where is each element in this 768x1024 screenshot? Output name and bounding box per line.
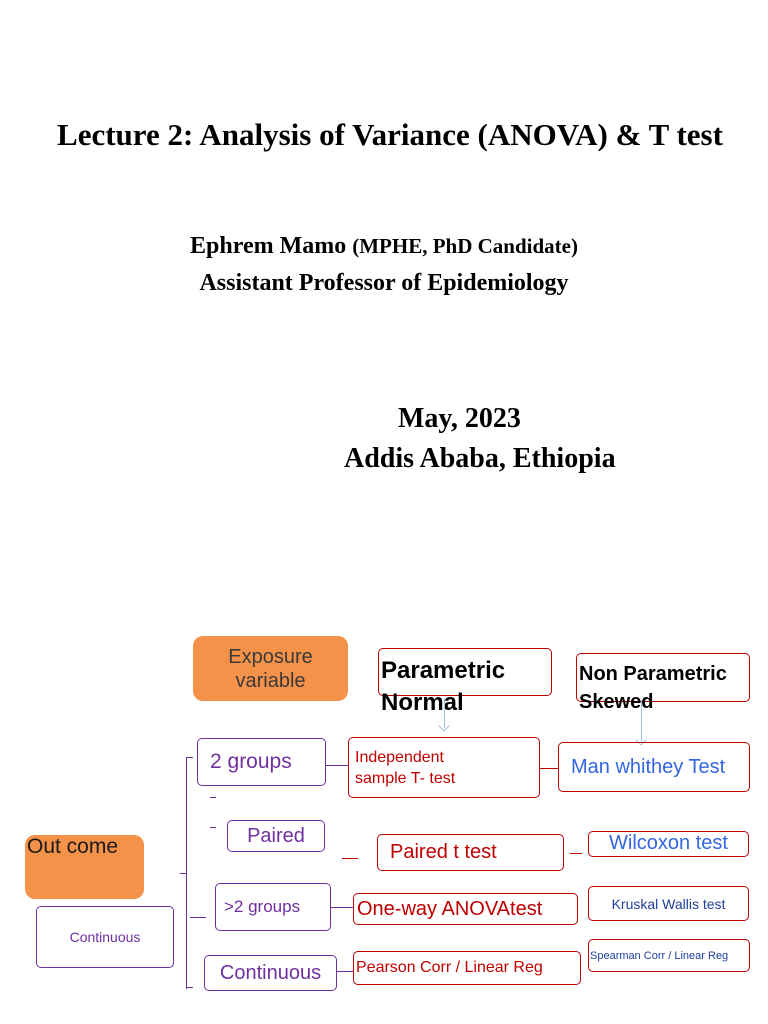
connector-row1-b xyxy=(540,768,558,769)
nonparametric-row1 xyxy=(558,742,750,792)
parametric-row1 xyxy=(348,737,540,798)
connector-row2-a xyxy=(342,858,358,859)
lecture-location: Addis Ababa, Ethiopia xyxy=(344,443,616,474)
parametric-row1-label: Independent sample T- test xyxy=(355,748,456,787)
parametric-row3 xyxy=(353,893,578,925)
parametric-arrow xyxy=(444,698,445,728)
nonparametric-row2-label: Wilcoxon test xyxy=(609,831,728,854)
connector-row4-a xyxy=(337,971,353,972)
parametric-row2 xyxy=(377,834,564,871)
lecture-title: Lecture 2: Analysis of Variance (ANOVA) & T test xyxy=(57,117,723,152)
connector-row2-b xyxy=(570,853,582,854)
parametric-row4-label: Pearson Corr / Linear Reg xyxy=(356,959,543,976)
nonparametric-row4-label: Spearman Corr / Linear Reg xyxy=(590,949,729,962)
outcome-connector xyxy=(180,873,187,874)
exposure-paired-label: Paired xyxy=(247,824,305,847)
nonparametric-row3-label: Kruskal Wallis test xyxy=(611,895,726,912)
exposure-variable-box xyxy=(193,636,348,701)
nonparametric-row4 xyxy=(588,939,750,972)
outcome-type-label: Continuous xyxy=(69,929,141,945)
nonparametric-header-box xyxy=(576,653,750,713)
parametric-row3-label: One-way ANOVAtest xyxy=(357,897,543,920)
bracket-tick-1 xyxy=(186,757,193,758)
nonparametric-row1-label: Man whithey Test xyxy=(571,755,726,778)
nonparametric-header: Non Parametric Skewed xyxy=(579,663,727,713)
author-role: Assistant Professor of Epidemiology xyxy=(199,270,569,296)
lecture-date: May, 2023 xyxy=(398,403,521,434)
outcome-box xyxy=(25,835,144,899)
author-line xyxy=(0,232,768,260)
connector-row1-a xyxy=(326,765,348,766)
twogroups-tick xyxy=(210,797,216,798)
outcome-type-box xyxy=(36,906,174,968)
exposure-continuous xyxy=(204,955,337,991)
parametric-header-box xyxy=(378,648,552,716)
bracket-tick-4 xyxy=(186,987,193,988)
exposure-paired xyxy=(227,820,325,852)
parametric-header: Parametric Normal xyxy=(381,657,506,716)
exposure-2-groups xyxy=(197,738,326,786)
outcome-type-connector xyxy=(190,917,206,918)
outcome-label: Out come xyxy=(27,835,119,858)
nonparametric-arrow xyxy=(641,700,642,742)
nonparametric-row2 xyxy=(588,831,749,857)
connector-row3-a xyxy=(331,907,353,908)
exposure-continuous-label: Continuous xyxy=(219,961,322,984)
author-credentials: (MPHE, PhD Candidate) xyxy=(352,234,578,258)
author-name: Ephrem Mamo xyxy=(190,233,347,259)
exposure-2-groups-label: 2 groups xyxy=(210,750,292,773)
exposure-more-than-2-groups-label: >2 groups xyxy=(224,897,301,916)
exposure-variable-label: Exposure variable xyxy=(228,645,313,692)
parametric-row2-label: Paired t test xyxy=(390,841,497,863)
parametric-row4 xyxy=(353,951,581,985)
paired-tick xyxy=(210,827,216,828)
nonparametric-row3 xyxy=(588,886,749,921)
exposure-more-than-2-groups xyxy=(215,883,331,931)
